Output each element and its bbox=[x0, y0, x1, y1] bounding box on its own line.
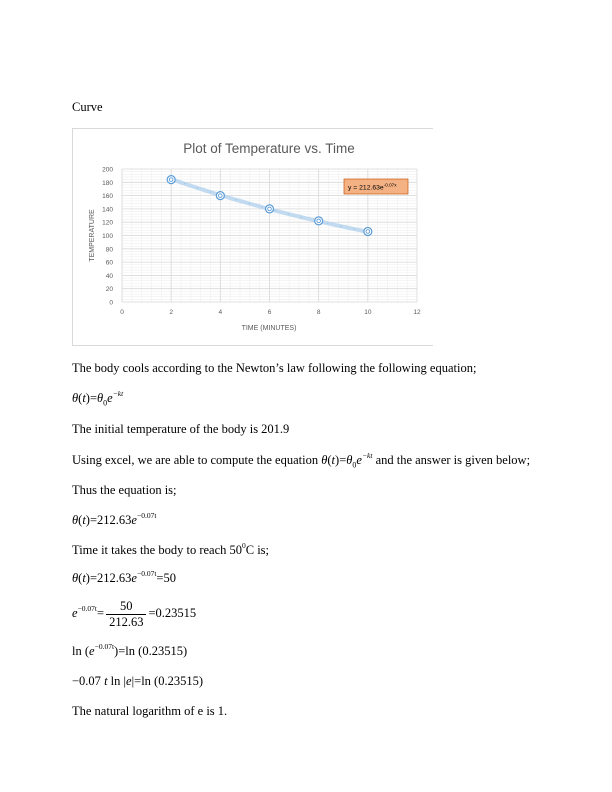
eq2-e: e bbox=[131, 513, 137, 527]
paragraph-initial-temp: The initial temperature of the body is 201.9 bbox=[72, 422, 290, 436]
p3-theta: θ bbox=[321, 453, 328, 467]
equation-ln-expanded: −0.07 t ln |e|=ln (0.23515) bbox=[72, 674, 204, 688]
data-point bbox=[216, 192, 224, 200]
eq6-lead: −0.07 bbox=[72, 674, 101, 688]
equation-set-50: $\theta(t)=212.63e^{-0.07t}=50$ bbox=[72, 568, 176, 585]
eq6-ln: ln bbox=[110, 674, 121, 688]
eq6-value: 0.23515 bbox=[158, 674, 199, 688]
eq5-exponent: −0.07t bbox=[94, 641, 115, 651]
eq2-exponent: −0.07t bbox=[136, 510, 157, 520]
eq4-exponent: −0.07t bbox=[77, 603, 98, 613]
x-tick-label: 12 bbox=[413, 309, 421, 316]
equation-ratio bbox=[72, 598, 196, 630]
p3-sub0: 0 bbox=[352, 460, 357, 470]
p3-theta0: θ bbox=[346, 453, 353, 467]
x-tick-label: 6 bbox=[267, 309, 272, 316]
y-tick-label: 200 bbox=[102, 166, 113, 174]
temperature-chart bbox=[72, 128, 433, 346]
eq5-ln: ln bbox=[72, 644, 82, 658]
eq6-t: t bbox=[104, 674, 108, 688]
p3-e: e bbox=[356, 453, 362, 467]
y-tick-label: 80 bbox=[105, 246, 113, 254]
paragraph-thus: Thus the equation is; bbox=[72, 483, 177, 497]
chart-svg bbox=[73, 129, 433, 345]
p3-start: Using excel, we are able to compute the equation bbox=[72, 453, 322, 467]
trendline-label-base: y = 212.63e bbox=[348, 184, 384, 192]
eq4-denominator: 212.63 bbox=[109, 614, 144, 629]
eq3-rhs: 50 bbox=[163, 571, 176, 585]
eq6-e: e bbox=[126, 674, 132, 688]
eq3-equals2: = bbox=[156, 571, 164, 585]
x-tick-label: 4 bbox=[218, 309, 223, 316]
p3-equals: = bbox=[339, 453, 347, 467]
y-tick-label: 20 bbox=[105, 286, 113, 294]
section-heading: Curve bbox=[72, 100, 103, 114]
eq2-coef: 212.63 bbox=[97, 513, 132, 527]
y-axis-label: TEMPERATURE bbox=[89, 209, 96, 262]
y-tick-label: 0 bbox=[109, 299, 113, 307]
eq6-ln-rhs: ln bbox=[141, 674, 151, 688]
eq3-theta: θ bbox=[72, 571, 79, 585]
y-tick-label: 160 bbox=[102, 193, 113, 201]
eq1-exponent: −kt bbox=[112, 388, 124, 398]
chart-title: Plot of Temperature vs. Time bbox=[183, 141, 355, 156]
eq4-numerator: 50 bbox=[106, 599, 146, 615]
eq3-t: t bbox=[82, 571, 86, 585]
p5-end: C is; bbox=[245, 543, 270, 557]
eq3-e: e bbox=[131, 571, 137, 585]
eq2-t: t bbox=[82, 513, 86, 527]
eq5-e: e bbox=[89, 644, 95, 658]
y-tick-label: 180 bbox=[102, 179, 113, 187]
eq3-coef: 212.63 bbox=[97, 571, 132, 585]
eq1-theta0: θ bbox=[97, 391, 104, 405]
eq6-equals: = bbox=[134, 674, 142, 688]
y-tick-label: 100 bbox=[102, 233, 113, 240]
eq5-equals: = bbox=[118, 644, 126, 658]
eq1-t: t bbox=[82, 391, 86, 405]
paragraph-newton-law: The body cools according to the Newton’s law following the following equation; bbox=[72, 361, 477, 375]
y-tick-label: 60 bbox=[105, 259, 113, 267]
p3-end: and the answer is given below; bbox=[372, 453, 531, 467]
p3-t: t bbox=[331, 453, 336, 467]
eq3-equals: = bbox=[89, 571, 98, 585]
x-tick-label: 2 bbox=[169, 309, 173, 316]
eq2-equals: = bbox=[89, 513, 98, 527]
p5-degree: 0 bbox=[242, 540, 246, 550]
eq1-sub0: 0 bbox=[103, 398, 108, 408]
x-tick-label: 0 bbox=[120, 309, 124, 316]
equation-general: $\theta(t)=\theta_0e^{-kt}$ bbox=[72, 388, 124, 408]
x-tick-label: 10 bbox=[364, 309, 372, 316]
paragraph-natural-log: The natural logarithm of e is 1. bbox=[72, 704, 228, 718]
eq1-theta: θ bbox=[72, 391, 79, 405]
x-axis-label: TIME (MINUTES) bbox=[241, 325, 297, 332]
y-tick-label: 120 bbox=[102, 219, 113, 227]
eq4-equals2: = bbox=[148, 606, 156, 620]
p3-exponent: −kt bbox=[361, 450, 373, 460]
eq5-value: 0.23515 bbox=[142, 644, 183, 658]
equation-fitted: $\theta(t)=212.63e^{-0.07t}$ bbox=[72, 510, 157, 527]
x-tick-label: 8 bbox=[316, 309, 321, 316]
trendline-label-exponent: -0.07x bbox=[383, 182, 397, 188]
eq1-e: e bbox=[107, 391, 113, 405]
p5-start: Time it takes the body to reach 50 bbox=[72, 543, 242, 557]
eq4-fraction bbox=[106, 599, 146, 630]
data-point bbox=[167, 176, 175, 184]
eq4-e: e bbox=[72, 606, 78, 620]
data-point bbox=[364, 228, 372, 236]
eq1-equals: = bbox=[89, 391, 98, 405]
data-point bbox=[315, 217, 323, 225]
paragraph-excel: Using excel, we are able to compute the equation $\theta(t)=\theta_0e^{-kt}$ and the answer is given below; bbox=[72, 450, 531, 470]
y-tick-label: 140 bbox=[102, 206, 113, 214]
eq5-ln-rhs: ln bbox=[125, 644, 136, 658]
eq4-equals: = bbox=[97, 606, 105, 620]
eq4-rhs: 0.23515 bbox=[155, 606, 197, 620]
eq2-theta: θ bbox=[72, 513, 79, 527]
data-point bbox=[266, 205, 274, 213]
y-tick-label: 40 bbox=[105, 272, 113, 280]
paragraph-time-to-50 bbox=[72, 542, 269, 558]
eq3-exponent: −0.07t bbox=[136, 568, 157, 578]
equation-ln: $\ln (e^{-0.07t})=\ln$ (0.23515) bbox=[72, 641, 188, 658]
